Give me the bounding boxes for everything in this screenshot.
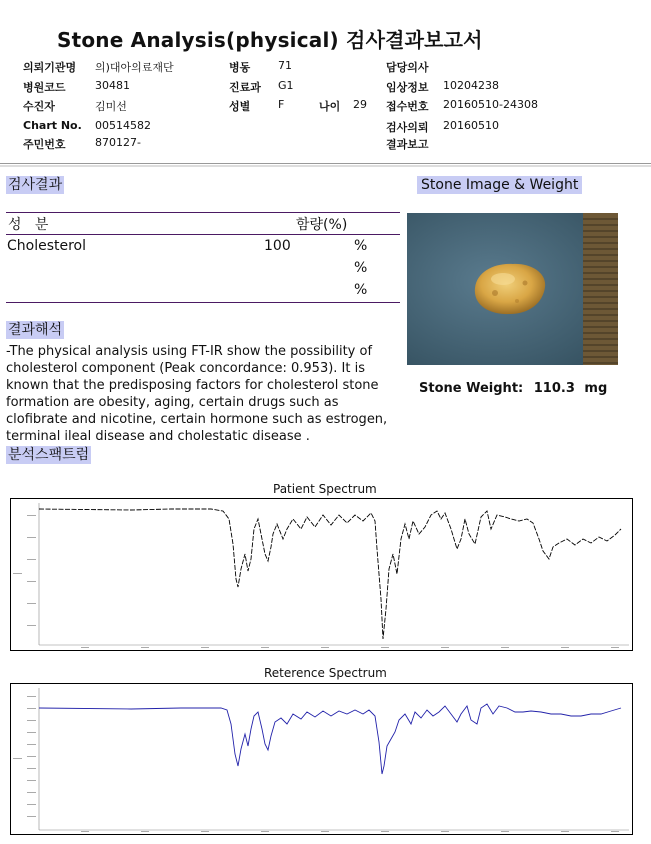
value-resident-no: 870127- — [95, 136, 141, 149]
value-clinical-info: 10204238 — [443, 79, 499, 92]
value-patient: 김미선 — [95, 100, 127, 113]
label-hospital-code: 병원코드 — [23, 81, 66, 94]
label-test-request: 검사의뢰 — [386, 121, 429, 134]
header-divider — [0, 163, 651, 164]
spectrum-heading: 분석스팩트럼 — [8, 447, 90, 463]
value-age: 29 — [353, 98, 367, 111]
stone-weight — [419, 381, 607, 396]
label-ward: 병동 — [229, 61, 251, 74]
value-requesting-institution: 의)대아의료재단 — [95, 61, 174, 74]
label-department: 진료과 — [229, 81, 261, 94]
label-result-report: 결과보고 — [386, 138, 429, 151]
label-receipt-no: 접수번호 — [386, 100, 429, 113]
value-chart-no: 00514582 — [95, 119, 151, 132]
label-doctor: 담당의사 — [386, 61, 429, 74]
value-test-request: 20160510 — [443, 119, 499, 132]
results-table-header-rule — [6, 234, 400, 235]
results-table-top-rule — [6, 212, 400, 213]
patient-spectrum-plot — [11, 499, 632, 650]
stone-weight-unit: mg — [584, 381, 608, 396]
value-hospital-code: 30481 — [95, 79, 130, 92]
result-row-2-unit: % — [354, 260, 368, 276]
label-patient: 수진자 — [23, 100, 55, 113]
reference-spectrum-plot — [11, 684, 632, 834]
value-ward: 71 — [278, 59, 292, 72]
stone-heading: Stone Image & Weight — [417, 176, 582, 194]
label-resident-no: 주민번호 — [23, 138, 66, 151]
patient-spectrum-frame — [10, 498, 633, 651]
label-sex: 성별 — [229, 100, 251, 113]
report-title: Stone Analysis(physical) 검사결과보고서 — [57, 28, 483, 52]
patient-spectrum-line — [39, 509, 621, 639]
interpretation-text: -The physical analysis using FT-IR show the possibility of cholesterol component (Peak concordance: 0.953). It is known that the predisposing factors for cholesterol stone formation are obesity, aging, certain drugs such as clofibrate and nicotine, certain hormone such as estrogen, terminal ileal disease and cholestatic disease . — [6, 344, 388, 444]
value-department: G1 — [278, 79, 294, 92]
result-row-1-amount: 100 — [264, 238, 291, 254]
stone-weight-value: 110.3 — [533, 381, 575, 396]
interpretation-heading: 결과해석 — [8, 322, 63, 338]
results-col-component: 성 분 — [8, 217, 49, 233]
header-divider-shadow — [0, 165, 651, 167]
results-table-bottom-rule — [6, 302, 400, 303]
stone-photo — [407, 213, 618, 365]
value-receipt-no: 20160510-24308 — [443, 98, 538, 111]
label-requesting-institution: 의뢰기관명 — [23, 61, 77, 74]
result-row-1-name: Cholesterol — [7, 238, 87, 254]
results-heading: 검사결과 — [8, 177, 63, 193]
label-age: 나이 — [319, 100, 341, 113]
stone-weight-label: Stone Weight: — [419, 381, 524, 396]
reference-spectrum-frame — [10, 683, 633, 835]
results-col-amount: 함량(%) — [296, 217, 348, 233]
reference-spectrum-title: Reterence Spectrum — [264, 666, 387, 680]
label-clinical-info: 임상정보 — [386, 81, 429, 94]
patient-spectrum-title: Patient Spectrum — [273, 482, 377, 496]
reference-spectrum-line — [39, 704, 621, 774]
result-row-3-unit: % — [354, 282, 368, 298]
result-row-1-unit: % — [354, 238, 368, 254]
value-sex: F — [278, 98, 285, 111]
label-chart-no: Chart No. — [23, 119, 82, 132]
